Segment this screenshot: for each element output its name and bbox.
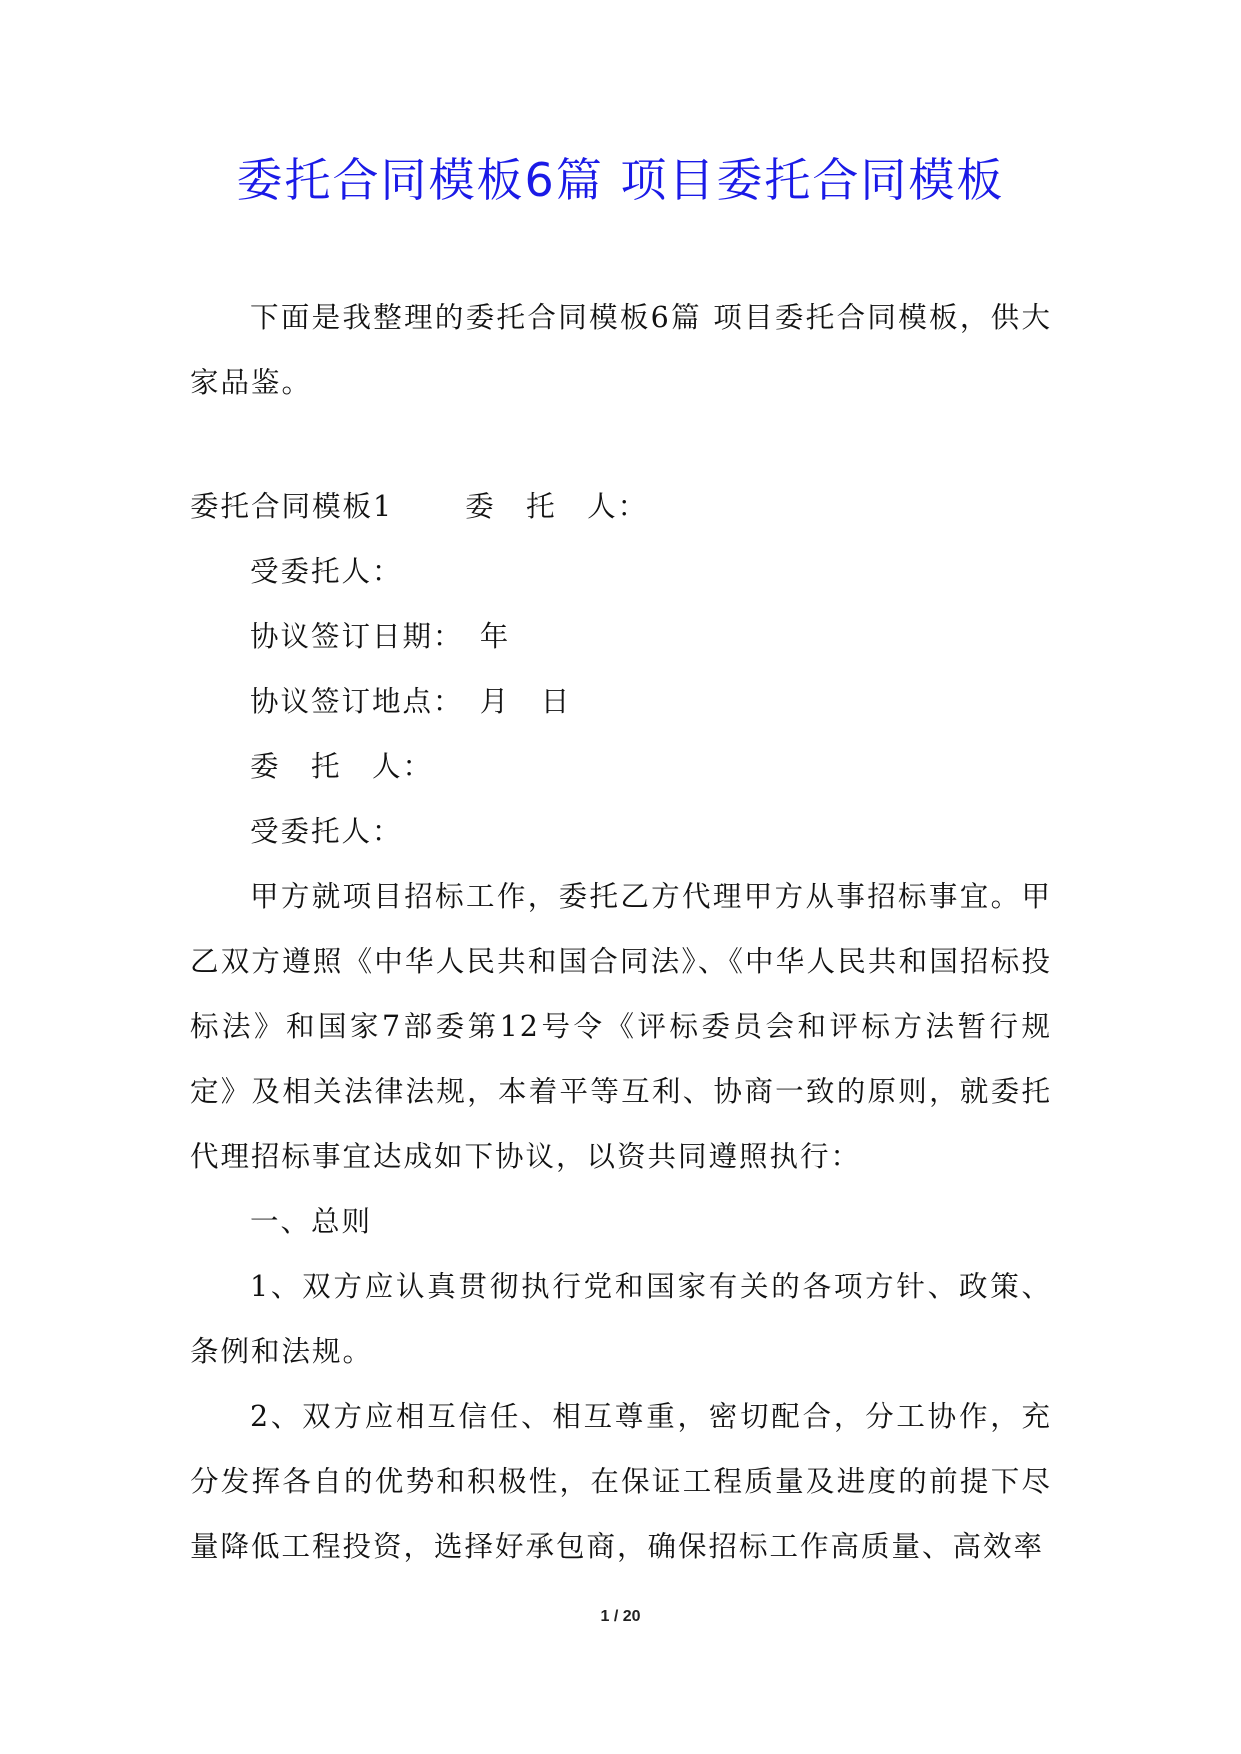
field-entrusted-party: 受委托人：: [250, 555, 403, 588]
page-number: 1 / 20: [600, 1608, 641, 1625]
field-signing-date: 协议签订日期： 年: [250, 620, 511, 653]
section-heading-trailing: 委 托 人：: [465, 490, 649, 523]
paragraph-clause-2: 2、双方应相互信任、相互尊重，密切配合，分工协作，充分发挥各自的优势和积极性，在保证工程质量及进度的前提下尽量降低工程投资，选择好承包商，确保招标工作高质量、高效率: [190, 1400, 1052, 1563]
field-principal: 委 托 人：: [250, 750, 434, 783]
paragraph-clause-1: 1、双方应认真贯彻执行党和国家有关的各项方针、政策、条例和法规。: [190, 1270, 1052, 1368]
intro-paragraph: 下面是我整理的委托合同模板6篇 项目委托合同模板，供大家品鉴。: [190, 301, 1052, 399]
paragraph-general-heading: 一、总则: [250, 1205, 373, 1238]
section-heading-line: [190, 474, 1052, 539]
document-title: 委托合同模板6篇 项目委托合同模板: [236, 153, 1005, 207]
field-entrusted-party-2: 受委托人：: [250, 815, 403, 848]
field-signing-place: 协议签订地点： 月 日: [250, 685, 572, 718]
section-heading: 委托合同模板1: [190, 490, 394, 523]
paragraph-agreement: 甲方就项目招标工作，委托乙方代理甲方从事招标事宜。甲乙双方遵照《中华人民共和国合同法》、《中华人民共和国招标投标法》和国家7部委第12号令《评标委员会和评标方法暂行规定》及相关法律法规，本着平等互利、协商一致的原则，就委托代理招标事宜达成如下协议，以资共同遵照执行：: [190, 880, 1052, 1173]
document-body: [190, 285, 1052, 1579]
